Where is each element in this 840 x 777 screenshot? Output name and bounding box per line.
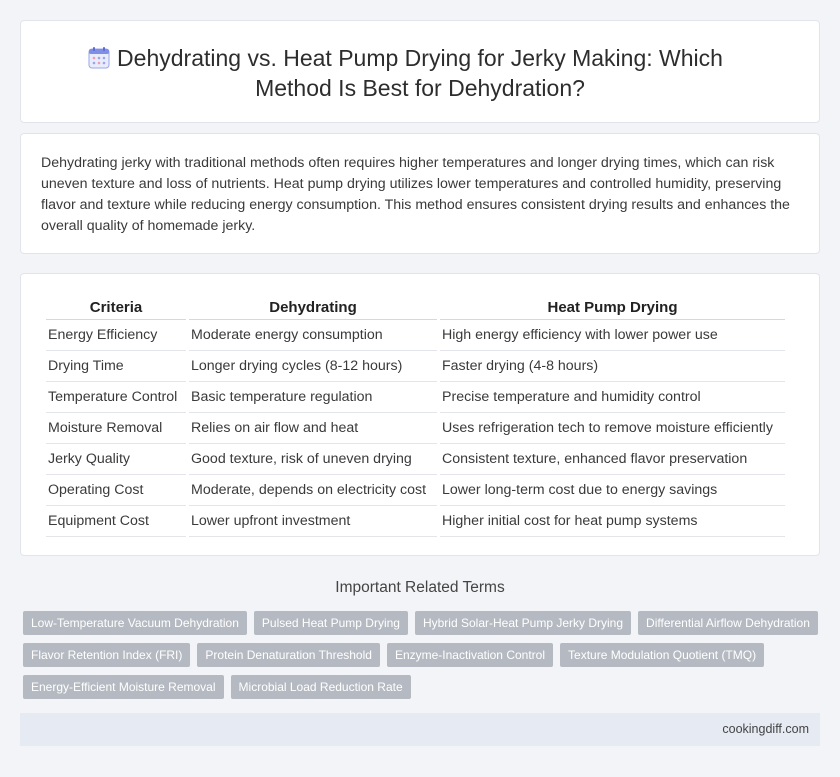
comparison-table [43, 296, 788, 537]
term-tag[interactable]: Low-Temperature Vacuum Dehydration [23, 611, 247, 635]
title-card [20, 20, 820, 123]
table-row [46, 444, 785, 475]
table-cell: Lower upfront investment [189, 506, 437, 537]
intro-card [20, 133, 820, 254]
header-dehydrating: Dehydrating [189, 296, 437, 320]
table-cell: Faster drying (4-8 hours) [440, 351, 785, 382]
table-cell: Relies on air flow and heat [189, 413, 437, 444]
table-cell: Energy Efficiency [46, 320, 186, 351]
table-row [46, 320, 785, 351]
table-cell: Good texture, risk of uneven drying [189, 444, 437, 475]
table-header-row [46, 296, 785, 320]
term-tag[interactable]: Hybrid Solar-Heat Pump Jerky Drying [415, 611, 631, 635]
table-row [46, 506, 785, 537]
table-cell: Consistent texture, enhanced flavor preservation [440, 444, 785, 475]
comparison-card [20, 273, 820, 556]
table-row [46, 351, 785, 382]
term-tag[interactable]: Enzyme-Inactivation Control [387, 643, 553, 667]
table-cell: Operating Cost [46, 475, 186, 506]
table-cell: Drying Time [46, 351, 186, 382]
table-cell: Moderate energy consumption [189, 320, 437, 351]
table-row [46, 475, 785, 506]
site-link[interactable]: cookingdiff.com [722, 722, 809, 736]
table-cell: Jerky Quality [46, 444, 186, 475]
term-tag[interactable]: Flavor Retention Index (FRI) [23, 643, 190, 667]
table-cell: High energy efficiency with lower power use [440, 320, 785, 351]
table-cell: Moderate, depends on electricity cost [189, 475, 437, 506]
intro-paragraph: Dehydrating jerky with traditional methods often requires higher temperatures and longer drying times, which can risk uneven texture and loss of nutrients. Heat pump drying utilizes lower temperatures and controlled humidity, preserving flavor and texture while reducing energy consumption. This method ensures consistent drying results and enhances the overall quality of homemade jerky. [41, 155, 790, 234]
term-tag[interactable]: Protein Denaturation Threshold [197, 643, 380, 667]
table-cell: Moisture Removal [46, 413, 186, 444]
term-tag[interactable]: Energy-Efficient Moisture Removal [23, 675, 224, 699]
table-cell: Lower long-term cost due to energy savings [440, 475, 785, 506]
table-cell: Basic temperature regulation [189, 382, 437, 413]
header-heat-pump: Heat Pump Drying [440, 296, 785, 320]
footer [20, 713, 820, 746]
table-cell: Higher initial cost for heat pump systems [440, 506, 785, 537]
related-terms-heading: Important Related Terms [335, 579, 505, 596]
term-tag[interactable]: Differential Airflow Dehydration [638, 611, 818, 635]
table-cell: Uses refrigeration tech to remove moisture efficiently [440, 413, 785, 444]
related-terms-list [23, 611, 823, 699]
term-tag[interactable]: Pulsed Heat Pump Drying [254, 611, 408, 635]
term-tag[interactable]: Microbial Load Reduction Rate [231, 675, 411, 699]
table-row [46, 382, 785, 413]
table-cell: Temperature Control [46, 382, 186, 413]
term-tag[interactable]: Texture Modulation Quotient (TMQ) [560, 643, 764, 667]
table-cell: Precise temperature and humidity control [440, 382, 785, 413]
table-row [46, 413, 785, 444]
page-title: Dehydrating vs. Heat Pump Drying for Jerky Making: Which Method Is Best for Dehydration? [117, 45, 723, 101]
table-cell: Longer drying cycles (8-12 hours) [189, 351, 437, 382]
table-cell: Equipment Cost [46, 506, 186, 537]
header-criteria: Criteria [46, 296, 186, 320]
